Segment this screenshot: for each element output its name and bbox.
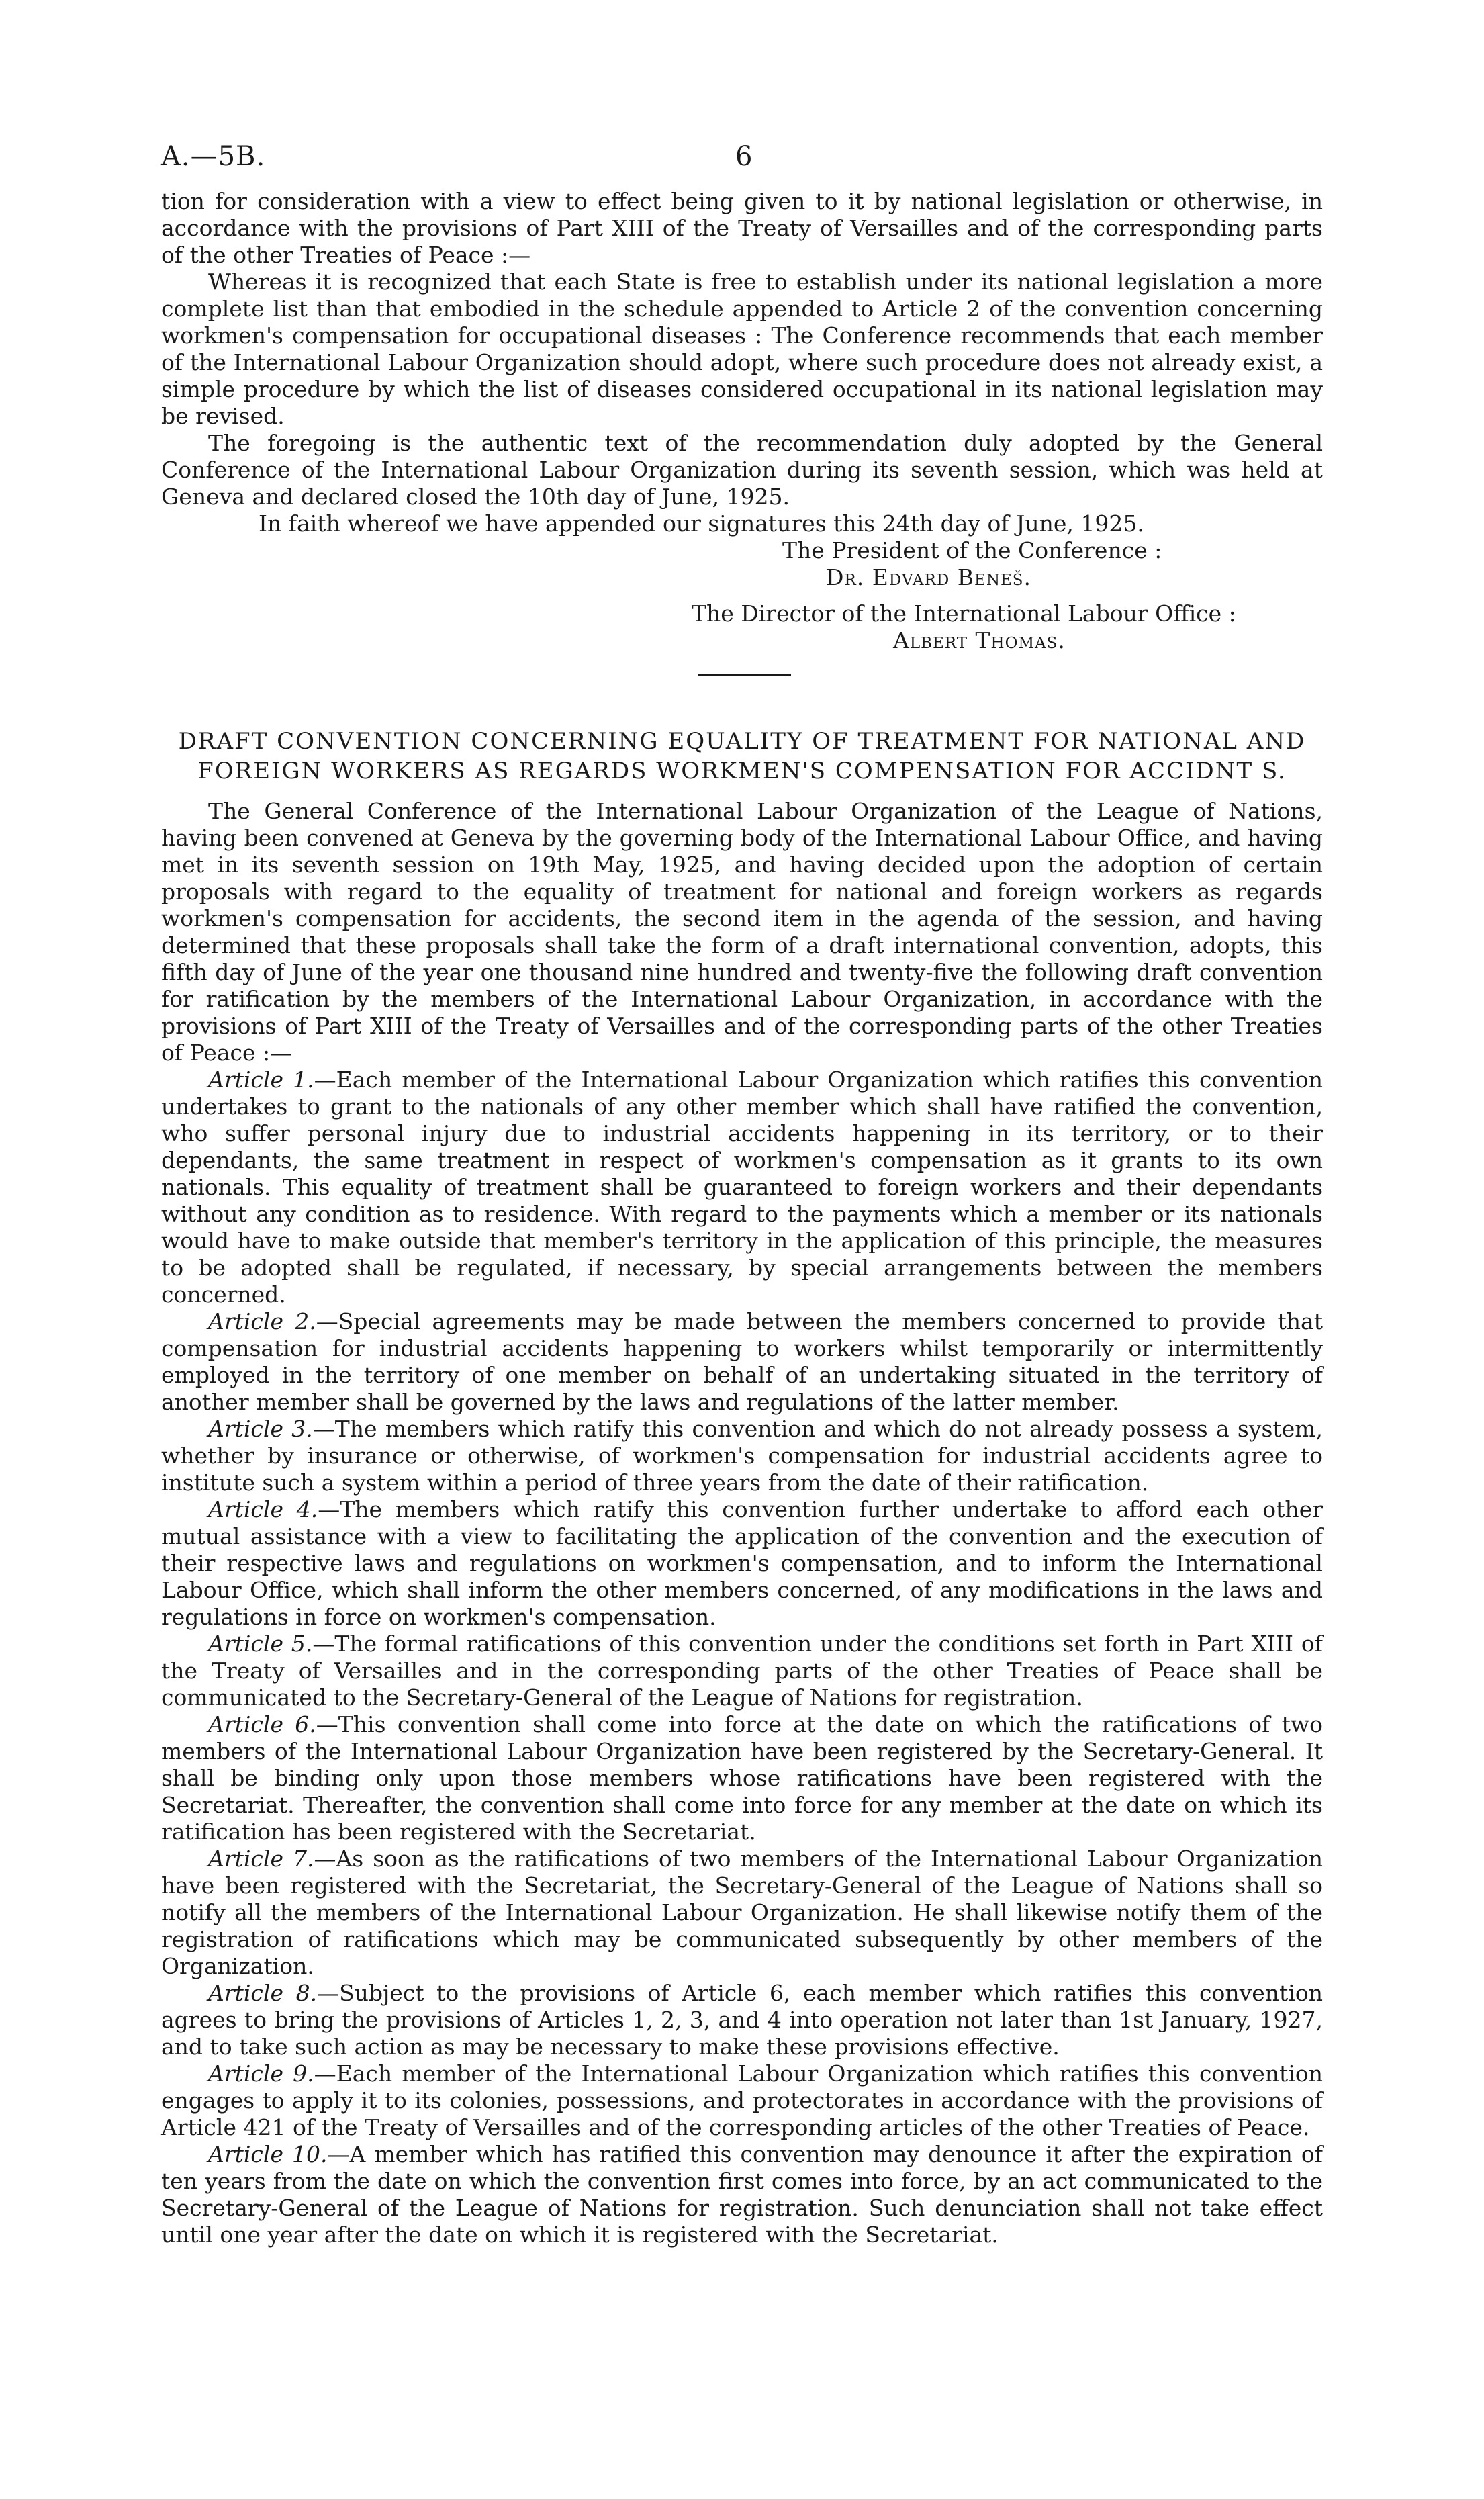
director-name: Albert Thomas. — [893, 627, 1066, 653]
convention-title: DRAFT CONVENTION CONCERNING EQUALITY OF TREATMENT FOR NATIONAL AND FOREIGN WORKERS AS REGARDS WORKMEN'S COMPENSATION FOR ACCIDNT S. — [178, 728, 1306, 784]
article-label: Article 7. — [208, 1846, 314, 1872]
article-10 — [161, 2141, 1323, 2248]
article-3 — [161, 1416, 1323, 1496]
article-5 — [161, 1631, 1323, 1711]
recommendation-attestation: In faith whereof we have appended our signatures this 24th day of June, 1925. — [259, 510, 1144, 537]
article-text: —Each member of the International Labour Organization which ratifies this convention engages to apply it to its colonies, possessions, and protectorates in accordance with the provisions of Article 421 of the Treaty of Versailles and of the corresponding articles of the other Treaties of Peace. — [161, 2060, 1323, 2140]
article-7 — [161, 1846, 1323, 1980]
article-text: —The formal ratifications of this convention under the conditions set forth in Part XIII of the Treaty of Versailles and in the corresponding parts of the other Treaties of Peace shall be communicated to the Secretary-General of the League of Nations for registration. — [161, 1631, 1323, 1711]
article-label: Article 6. — [208, 1711, 316, 1737]
document-page — [161, 141, 1323, 2248]
article-text: —The members which ratify this convention and which do not already possess a system, whether by insurance or otherwise, of workmen's compensation for industrial accidents agree to institute such a system within a period of three years from the date of their ratification. — [161, 1416, 1324, 1496]
article-text: —The members which ratify this convention further undertake to afford each other mutual assistance with a view to facilitating the application of the convention and the execution of their respective laws and regulations on workmen's compensation, and to inform the International Labour Office, which shall inform the other members concerned, of any modifications in the laws and regulations in force on workmen's compensation. — [161, 1496, 1323, 1630]
page-number: 6 — [735, 141, 753, 172]
article-6 — [161, 1711, 1323, 1846]
article-text: —A member which has ratified this convention may denounce it after the expiration of ten years from the date on which the convention first comes into force, by an act communicated to the Secretary-General of the League of Nations for registration. Such denunciation shall not take effect until one year after the date on which it is registered with the Secretariat. — [161, 2141, 1323, 2248]
article-2 — [161, 1308, 1323, 1416]
president-name: Dr. Edvard Beneš. — [826, 564, 1031, 590]
article-4 — [161, 1496, 1323, 1631]
convention-preamble: The General Conference of the International Labour Organization of the League of Nations, having been convened at Geneva by the governing body of the International Labour Office, and having met in its seventh session on 19th May, 1925, and having decided upon the adoption of certain proposals with regard to the equality of treatment for national and foreign workers as regards workmen's compensation for accidents, the second item in the agenda of the session, and having determined that these proposals shall take the form of a draft international convention, adopts, this fifth day of June of the year one thousand nine hundred and twenty-five the following draft convention for ratification by the members of the International Labour Organization, in accordance with the provisions of Part XIII of the Treaty of Versailles and of the corresponding parts of the other Treaties of Peace :— — [161, 798, 1323, 1066]
article-label: Article 2. — [208, 1308, 316, 1334]
article-label: Article 8. — [208, 1980, 318, 2006]
article-label: Article 1. — [208, 1066, 314, 1093]
article-9 — [161, 2060, 1323, 2141]
article-text: —Each member of the International Labour Organization which ratifies this convention undertakes to grant to the nationals of any other member which shall have ratified the convention, who suffer personal injury due to industrial accidents happening in its territory, or to their dependants, the same treatment in respect of workmen's compensation as it grants to its own nationals. This equality of treatment shall be guaranteed to foreign workers and their dependants without any condition as to residence. With regard to the payments which a member or its nationals would have to make outside that member's territory in the application of this principle, the measures to be adopted shall be regulated, if necessary, by special arrangements between the members concerned. — [161, 1066, 1323, 1308]
article-8 — [161, 1980, 1323, 2060]
article-label: Article 10. — [208, 2141, 328, 2167]
director-title: The Director of the International Labour Office : — [692, 600, 1236, 627]
recommendation-paragraph-1: tion for consideration with a view to effect being given to it by national legislation or otherwise, in accordance with the provisions of Part XIII of the Treaty of Versailles and of the corresponding parts of the other Treaties of Peace :— — [161, 188, 1323, 268]
articles-list — [161, 1066, 1323, 2248]
article-label: Article 4. — [208, 1496, 318, 1523]
section-divider — [698, 674, 791, 676]
article-text: —As soon as the ratifications of two members of the International Labour Organization have been registered with the Secretariat, the Secretary-General of the League of Nations shall so notify all the members of the International Labour Organization. He shall likewise notify them of the registration of ratifications which may be communicated subsequently by other members of the Organization. — [161, 1846, 1323, 1979]
article-text: —Special agreements may be made between the members concerned to provide that compensation for industrial accidents happening to workers whilst temporarily or intermittently employed in the territory of one member on behalf of an undertaking situated in the territory of another member shall be governed by the laws and regulations of the latter member. — [161, 1308, 1323, 1415]
recommendation-paragraph-3: The foregoing is the authentic text of the recommendation duly adopted by the General Conference of the International Labour Organization during its seventh session, which was held at Geneva and declared closed the 10th day of June, 1925. — [161, 430, 1323, 510]
article-1 — [161, 1066, 1323, 1308]
president-title: The President of the Conference : — [782, 537, 1162, 563]
document-reference: A.—5B. — [161, 141, 266, 172]
article-label: Article 3. — [208, 1416, 313, 1442]
page-header — [161, 141, 1323, 188]
article-text: —This convention shall come into force at the date on which the ratifications of two members of the International Labour Organization have been registered by the Secretary-General. It shall be binding only upon those members whose ratifications have been registered with the Secretariat. Thereafter, the convention shall come into force for any member at the date on which its ratification has been registered with the Secretariat. — [161, 1711, 1323, 1845]
signature-block — [161, 537, 1323, 654]
article-text: —Subject to the provisions of Article 6, each member which ratifies this convention agrees to bring the provisions of Articles 1, 2, 3, and 4 into operation not later than 1st January, 1927, and to take such action as may be necessary to make these provisions effective. — [161, 1980, 1323, 2060]
article-label: Article 9. — [208, 2060, 314, 2087]
article-label: Article 5. — [208, 1631, 313, 1657]
recommendation-paragraph-2: Whereas it is recognized that each State is free to establish under its national legislation a more complete list than that embodied in the schedule appended to Article 2 of the convention concerning workmen's compensation for occupational diseases : The Conference recommends that each member of the International Labour Organization should adopt, where such procedure does not already exist, a simple procedure by which the list of diseases considered occupational in its national legislation may be revised. — [161, 269, 1323, 429]
